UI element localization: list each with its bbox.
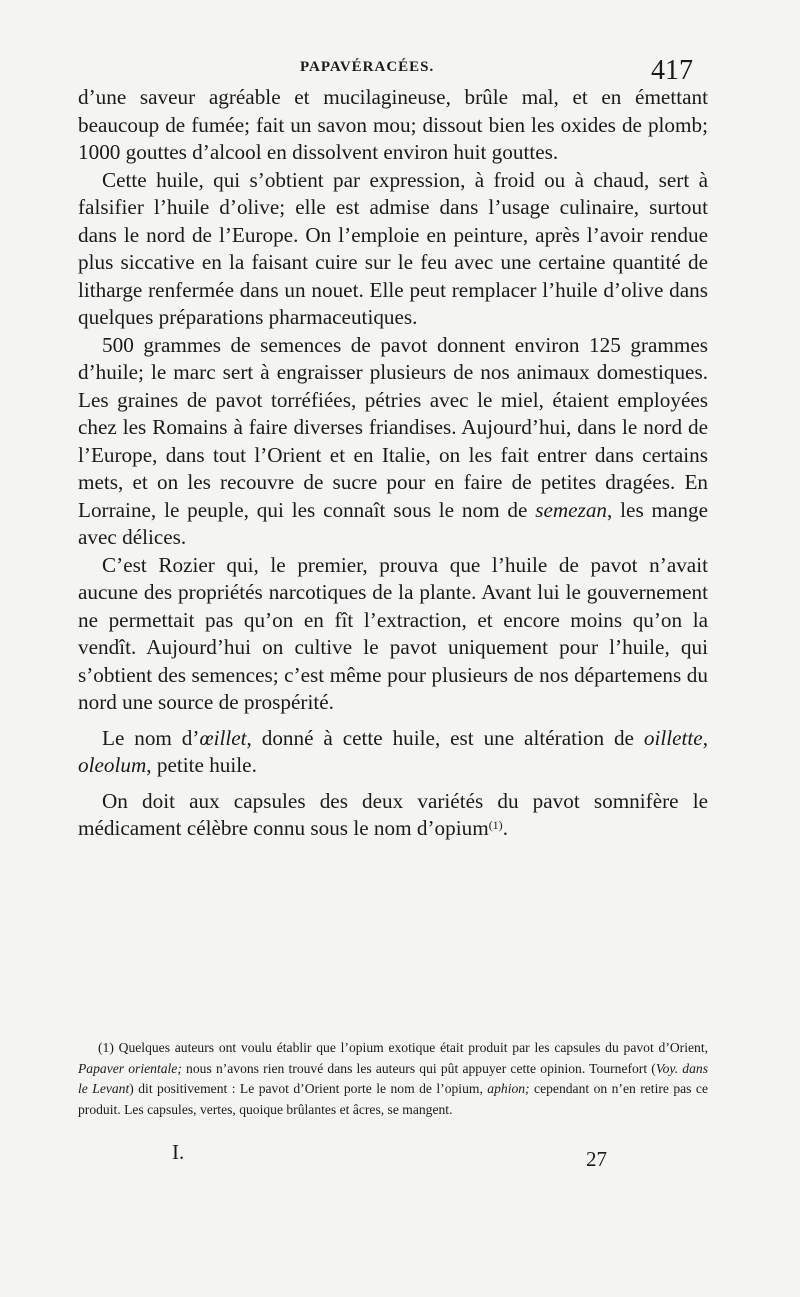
paragraph-6 <box>78 788 708 843</box>
footnote-marker: (1) <box>98 1040 114 1055</box>
footnote-italic-3: aphion; <box>487 1081 530 1096</box>
paragraph-5-text-a: Le nom d’ <box>102 725 200 750</box>
paragraph-5 <box>78 725 708 780</box>
paragraph-6-end: . <box>502 816 508 840</box>
paragraph-5-text-b: , donné à cette huile, est une altération de <box>246 725 644 750</box>
paragraph-3-text: 500 grammes de semences de pavot donnent environ 125 grammes d’huile; le marc sert à engraisser plusieurs de nos animaux domestiques. Les graines de pavot torréfiées, pétries avec le miel, étaient employées chez les Romains à faire diverses friandises. Aujourd’hui, dans le nord de l’Europe, dans tout l’Orient et en Italie, on les fait entrer dans certains mets, et on les recouvre de sucre pour en faire de petites dragées. En Lorraine, le peuple, qui les connaît sous le nom de <box>78 332 708 522</box>
paragraph-3 <box>78 332 708 552</box>
paragraph-3-end: , les mange avec délices. <box>78 497 709 549</box>
signature-mark: I. <box>172 1140 185 1164</box>
paragraph-4: C’est Rozier qui, le premier, prouva que l’huile de pavot n’avait aucune des propriétés narcotiques de la plante. Avant lui le gouvernement ne permettait pas qu’on en fît l’extraction, et encore moins qu’on la vendît. Aujourd’hui on cultive le pavot uniquement pour l’huile, qui s’obtient des semences; c’est même pour plusieurs de nos départemens du nord une source de prospérité. <box>78 552 708 714</box>
footnote-italic-2: Voy. dans le Levant <box>78 1060 708 1096</box>
running-title: PAPAVÉRACÉES. <box>300 59 435 75</box>
italic-term-oillette: oillette <box>643 725 703 750</box>
italic-term-semezan: semezan <box>535 497 608 522</box>
footnote-text-3: ) dit positivement : Le pavot d’Orient porte le nom de l’opium, <box>129 1081 488 1096</box>
paragraph-1: d’une saveur agréable et mucilagineuse, brûle mal, et en émettant beaucoup de fumée; fait un savon mou; dissout bien les oxides de plomb; 1000 gouttes d’alcool en dissolvent environ huit gouttes. <box>78 85 708 164</box>
body-text <box>78 84 708 843</box>
footnote-reference: (1) <box>488 818 503 832</box>
footnote-text-1: Quelques auteurs ont voulu établir que l’opium exotique était produit par les capsules du pavot d’Orient, <box>113 1040 708 1055</box>
italic-term-oeillet: œillet <box>199 725 247 750</box>
footnote <box>78 1038 708 1120</box>
footnote-text-4: cependant on n’en retire pas ce produit. Les capsules, vertes, quoique brûlantes et âcres, se mangent. <box>78 1081 708 1117</box>
paragraph-5-text-d: , petite huile. <box>146 753 257 777</box>
footnote-text-2: nous n’avons rien trouvé dans les auteurs qui pût appuyer cette opinion. Tournefort ( <box>181 1060 656 1076</box>
paragraph-2: Cette huile, qui s’obtient par expression, à froid ou à chaud, sert à falsifier l’huile d’olive; elle est admise dans l’usage culinaire, surtout dans le nord de l’Europe. On l’emploie en peinture, après l’avoir rendue plus siccative en la faisant cuire sur le feu avec une certaine quantité de litharge renfermée dans un nouet. Elle peut remplacer l’huile d’olive dans quelques préparations pharmaceutiques. <box>78 167 708 329</box>
paragraph-6-text: On doit aux capsules des deux variétés du pavot somnifère le médicament célèbre connu sous le nom d’opium <box>78 788 708 840</box>
paragraph-5-text-c: , <box>702 725 708 750</box>
footnote-italic-1: Papaver orientale; <box>78 1060 182 1076</box>
page-number: 417 <box>651 55 693 86</box>
sheet-number: 27 <box>586 1147 607 1171</box>
italic-term-oleolum: oleolum <box>78 753 147 777</box>
